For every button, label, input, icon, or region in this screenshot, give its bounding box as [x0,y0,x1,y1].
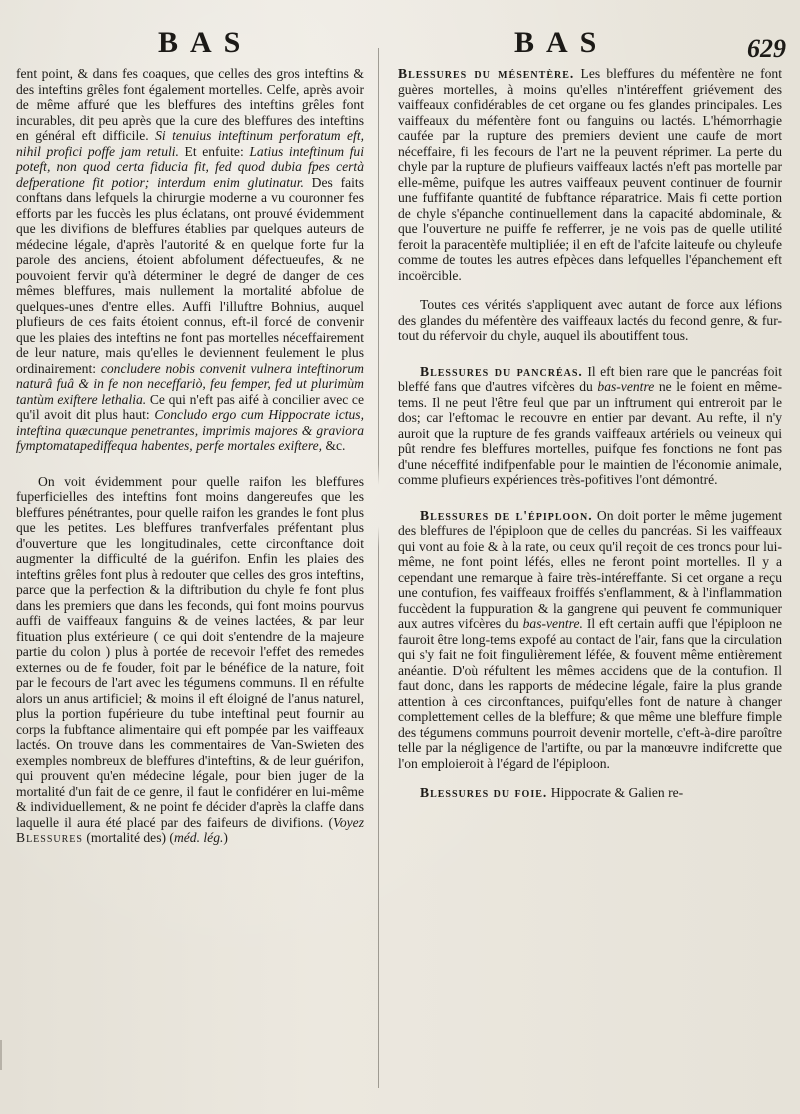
article-mesentere [398,66,782,283]
article-heading: Blessures du foie. [420,785,548,800]
left-column [16,66,364,846]
see-reference: Voyez [333,814,364,830]
text-run: On voit évidemment pour quelle raifon les bleffures fuperficielles des inteftins font moins dangereufes que les bleffures pénétrantes, pour quelle raifon les grandes le font plus que les petites. Les bleffures tranfverfales préfentant plus d'ouverture que les longitudinales, cette circonftance doit augmenter la difficulté de la guérifon. Enfin les plaies des inteftins grêles font plus à redouter que celles des gros inteftins, parce que la perfection & la diftribution du chyle fe font plus dans les premiers que dans les feconds, qui font moins pourvus auffi de vaiffeaux fanguins & de veines lactées, & par leur fituation plus extérieure ( ce qui doit s'entendre de la majeure partie du colon ) plus à portée de recevoir l'effet des remedes externes ou de fe fouder, foit par le bénéfice de la nature, foit par le fecours de l'art avec les tégumens communs. Il en réfulte alors un anus artificiel; & moins il eft éloigné de l'anus naturel, plus la portion fupérieure du tube inteftinal peut fournir au corps la fubftance alimentaire qui eft pompée par les vaiffeaux lactés. On trouve dans les commentaires de Van-Swieten des exemples nombreux de bleffures d'inteftins, & de leur guérifon, qui prouvent qu'en médecine légale, pour bien juger de la mortalité d'un fait de ce genre, il faut le confidérer en lui-même & individuellement, & ne point fe décider d'après la claffe dans laquelle il aura été placé par des faifeurs de divifions. ( [16,473,364,830]
article-text: ne le foient en même-tems. Il ne peut l'être feul que par un inftrument qui entreroit par le dos; car l'eftomac le recouvre en entier par devant. Au refte, il n'y auroit que la rupture de fes grands vaiffeaux artériels ou veineux qui pût rendre fes bleffures mortelles, puifque fes fonctions ne font pas d'une néceffité indifpenfable pour le maintien de l'économie animale, comme plufieurs expériences très-pofitives l'ont démontré. [398,379,782,487]
article-text: Les bleffures du méfentère ne font guères mortelles, à moins qu'elles n'intéreffent griévement des vaiffeaux confidérables de cet organe ou fes glandes principales. Les vaiffeaux du méfentère font ou fanguins ou lactés. L'hémorrhagie caufée par la rupture des premiers devient une caufe de mort néceffaire, fi les fecours de l'art ne la peuvent réprimer. La perte du chyle par la rupture de plufieurs vaiffeaux lactés n'eft pas mortelle par elle-même, puifque les autres vaiffeaux peuvent continuer de fournir une fuffifante quantité de fubftance réparatrice. Mais fi cette portion de chyle s'épanche continuellement dans la capacité abdominale, & que l'ouverture ne puiffe fe refferrer, je ne vois pas de quelle utilité feroit la paracentèfe multipliée; il en eft de l'afcite laiteufe ou chyleufe comme de toutes les autres efpèces dans lefquelles l'épanchement eft incoërcible. [398,66,783,283]
left-paragraph-2 [16,474,364,846]
text-run: Des faits conftans dans lefquels la chirurgie moderne a vu couronner fes efforts par les fuccès les plus éclatans, ont prouvé évidemment que les divifions de bleffures établies par quelques auteurs de médecine légale, d'après l'autorité & en quelque forte fur la parole des anciens, étoient abfolument défectueufes, & ne pouvoient fervir qu'à déterminer le degré de danger de ces mêmes bleffures, mais nullement la mortalité abfolue de quelques-unes d'entre elles. Auffi l'illuftre Bohnius, auquel plufieurs de ces faits étoient connus, eft-il forcé de convenir que les plaies des inteftins ne font pas mortelles néceffairement de leur nature, mais qu'elles le deviennent feulement le plus ordinairement: [16,174,364,376]
text-run: Et enfuite: [184,143,244,159]
column-divider [378,48,379,1088]
article-epiploon [398,508,782,772]
article-mesentere-continued [398,297,782,344]
article-heading: Blessures du pancréas. [420,363,583,379]
article-text: On doit porter le même jugement des bleffures de l'épiploon que de celles du pancréas. Si les vaiffeaux qui vont au foie & à la rate, ou ceux qu'il reçoit de ces troncs pour lui-même, ne font point léfés, elles ne feront point mortelles. Il y a cependant une remarque à faire très-intéreffante. Si cet organe a reçu une contufion, fes vaiffeaux froiffés s'enflamment, & à l'inflammation fuccèdent la fuppuration & la gangrene qui peuvent fe communiquer aux autres vifcères du [398,507,782,631]
latin-quote: Concludo ergo cum Hippocrate ictus, inteftina quæcunque penetrantes, imprimis majores & graviora fymptomatapediffequa habentes, perfe mortales exiftere, [16,407,364,453]
text-run: (mortalité des) ( [86,830,174,845]
text-run: Ce qui n'eft pas aifé à concilier avec ce qu'il avoit dit plus haut: [16,391,364,422]
article-italic: bas-ventre. [522,616,583,631]
left-paragraph-1 [16,66,364,454]
article-foie [398,785,782,801]
page-edge-mark [0,1040,2,1070]
article-text: Toutes ces vérités s'appliquent avec autant de force aux léfions des glandes du méfentère des vaiffeaux lactés du fecond genre, & fur-tout du réfervoir du chyle, auquel ils aboutiffent tous. [398,297,782,343]
text-run: fent point, & dans fes coaques, que celles des gros inteftins & des inteftins grêles font également mortelles. Celfe, après avoir de même affuré que les bleffures des inteftins grêles font incurables, dit peu après que la cure des bleffures des inteftins en général eft difficile. [16,66,364,143]
article-heading: Blessures du mésentère. [398,66,575,81]
latin-quote: Si tenuius inteftinum perforatum eft, nihil profici poffe jam retuli. [16,128,365,159]
right-header [382,0,800,62]
article-italic: bas-ventre [597,379,655,394]
right-running-title: BAS [514,26,609,59]
subject-tag: méd. lég. [173,830,224,845]
article-text: Il eft bien rare que le pancréas foit bleffé fans que d'autres vifcères du [398,363,782,394]
left-header [0,0,380,62]
left-running-title: BAS [158,26,253,59]
text-run: ) [223,830,228,845]
right-column [398,66,782,801]
latin-quote: concludere nobis convenit vulnera inteftinorum naturâ fuâ & in fe non neceffariò, feu femper, fed ut plurimùm tantùm exiftere lethalia. [16,360,365,407]
article-text: Il eft certain auffi que l'épiploon ne fauroit être long-tems expofé au contact de l'air, fans que la circulation qui s'y fait ne foit fingulièrement léfée, & fouvent même entièrement anéantie. D'où réfultent les mêmes accidens que de la contufion. Il faut donc, dans les rapports de médecine légale, faire la plus grande attention à ces circonftances, puifqu'elles font de nature à changer complettement celles de la bleffure; & que même une bleffure fimple des tégumens communs pourroit devenir mortelle, c'eft-à-dire paroître telle par la négligence de l'artifte, ou par la manœuvre indifcrette que l'on emploieroit à l'égard de l'épiploon. [398,616,782,771]
article-pancreas [398,364,782,488]
text-run: &c. [325,438,346,453]
article-text: Hippocrate & Galien re- [550,785,684,800]
article-heading: Blessures de l'épiploon. [420,507,593,523]
latin-quote: Latius inteftinum fui poteft, non quod certa fiducia fit, fed quod dubia fpes certà defperatione fit potior; interdum enim glutinatur. [16,143,364,190]
page-number: 629 [747,34,786,63]
cross-reference-link[interactable]: Blessures [16,830,83,845]
